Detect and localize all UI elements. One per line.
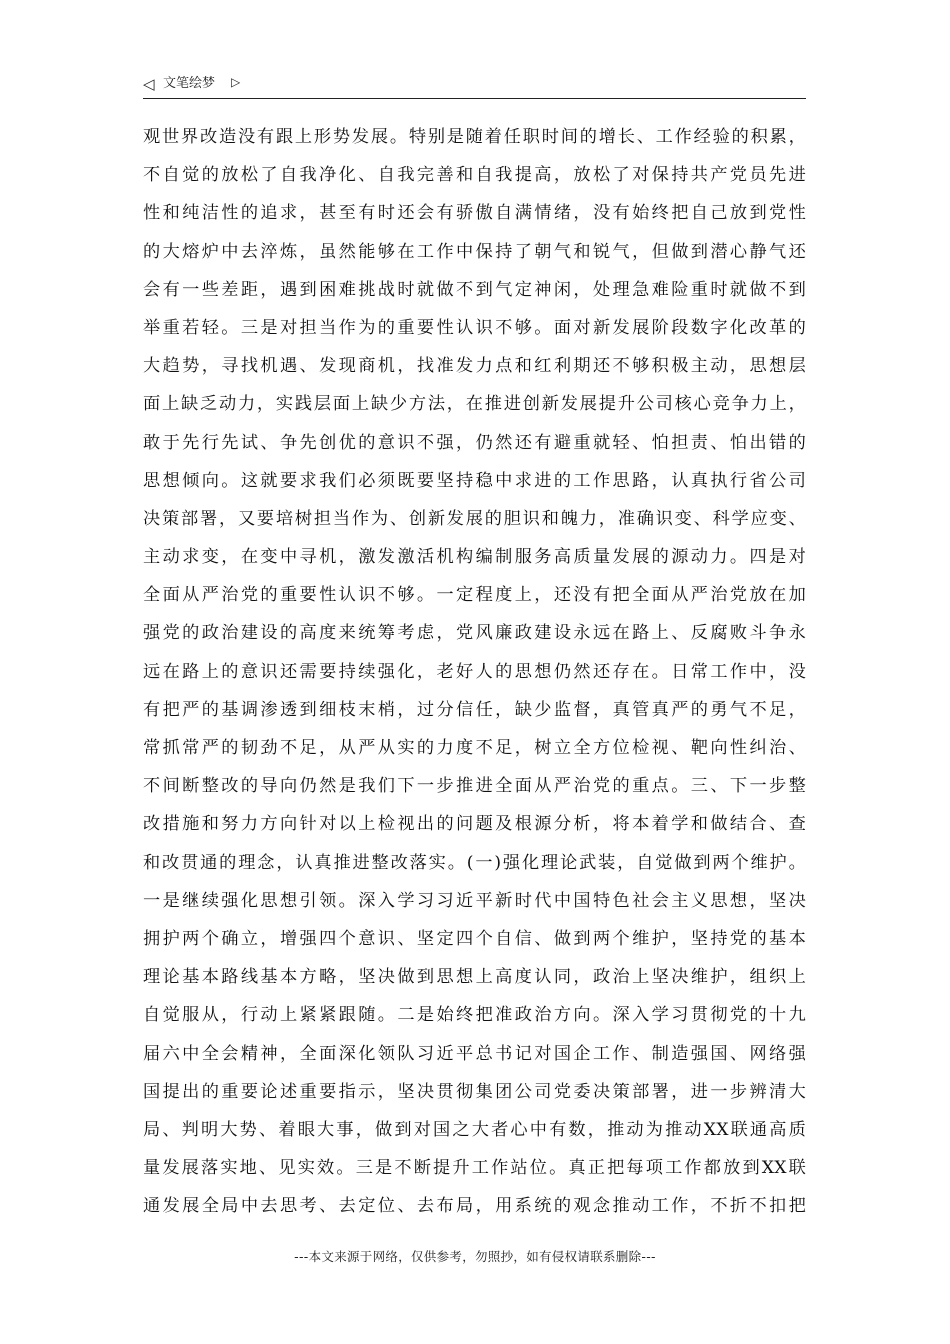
text-line: 性和纯洁性的追求，甚至有时还会有骄傲自满情绪，没有始终把自己放到党性 [143,203,806,224]
text-line: 思想倾向。这就要求我们必须既要坚持稳中求进的工作思路，认真执行省公司 [143,470,806,491]
text-line: 不自觉的放松了自我净化、自我完善和自我提高，放松了对保持共产党员先进 [143,165,806,186]
text-line: 自觉服从，行动上紧紧跟随。二是始终把准政治方向。深入学习贯彻党的十九 [143,1005,806,1026]
text-line: 届六中全会精神，全面深化领队习近平总书记对国企工作、制造强国、网络强 [143,1043,806,1064]
page-header [143,72,806,99]
text-line: 举重若轻。三是对担当作为的重要性认识不够。面对新发展阶段数字化改革的 [143,317,806,338]
text-line: 大趋势，寻找机遇、发现商机，找准发力点和红利期还不够积极主动，思想层 [143,356,806,377]
text-line: 主动求变，在变中寻机，激发激活机构编制服务高质量发展的源动力。四是对 [143,547,806,568]
header-brand: 文笔绘梦 [163,76,216,91]
text-line: 面上缺乏动力，实践层面上缺少方法，在推进创新发展提升公司核心竞争力上， [143,394,806,415]
document-body [143,118,806,1225]
text-line: 通发展全局中去思考、去定位、去布局，用系统的观念推动工作，不折不扣把 [143,1196,806,1217]
text-line: 的大熔炉中去淬炼，虽然能够在工作中保持了朝气和锐气，但做到潜心静气还 [143,241,806,262]
text-line: 会有一些差距，遇到困难挑战时就做不到气定神闲，处理急难险重时就做不到 [143,279,806,300]
text-line: 远在路上的意识还需要持续强化，老好人的思想仍然还存在。日常工作中，没 [143,661,806,682]
text-line: 强党的政治建设的高度来统筹考虑，党风廉政建设永远在路上、反腐败斗争永 [143,623,806,644]
text-line: 全面从严治党的重要性认识不够。一定程度上，还没有把全面从严治党放在加 [143,585,806,606]
text-line: 局、判明大势、着眼大事，做到对国之大者心中有数，推动为推动XX联通高质 [143,1119,806,1140]
text-line: 敢于先行先试、争先创优的意识不强，仍然还有避重就轻、怕担责、怕出错的 [143,432,806,453]
text-line: 常抓常严的韧劲不足，从严从实的力度不足，树立全方位检视、靶向性纠治、 [143,738,806,758]
text-line: 观世界改造没有跟上形势发展。特别是随着任职时间的增长、工作经验的积累， [143,127,806,147]
text-line: 量发展落实地、见实效。三是不断提升工作站位。真正把每项工作都放到XX联 [143,1158,806,1179]
text-line: 拥护两个确立，增强四个意识、坚定四个自信、做到两个维护，坚持党的基本 [143,928,806,949]
text-line: 国提出的重要论述重要指示，坚决贯彻集团公司党委决策部署，进一步辨清大 [143,1081,806,1102]
text-line: 和改贯通的理念，认真推进整改落实。(一)强化理论武装，自觉做到两个维护。 [143,852,806,873]
text-line: 决策部署，又要培树担当作为、创新发展的胆识和魄力，准确识变、科学应变、 [143,508,806,529]
text-line: 有把严的基调渗透到细枝末梢，过分信任，缺少监督，真管真严的勇气不足， [143,699,806,720]
text-line: 改措施和努力方向针对以上检视出的问题及根源分析，将本着学和做结合、查 [143,814,806,835]
text-line: 一是继续强化思想引领。深入学习习近平新时代中国特色社会主义思想，坚决 [143,890,806,911]
text-line: 理论基本路线基本方略，坚决做到思想上高度认同，政治上坚决维护，组织上 [143,967,806,988]
footer-notice: ---本文来源于网络，仅供参考，勿照抄，如有侵权请联系删除--- [294,1249,656,1264]
text-line: 不间断整改的导向仍然是我们下一步推进全面从严治党的重点。三、下一步整 [143,776,806,797]
triangle-left-icon: ◁ [143,75,155,93]
triangle-right-icon: ▷ [231,75,241,89]
